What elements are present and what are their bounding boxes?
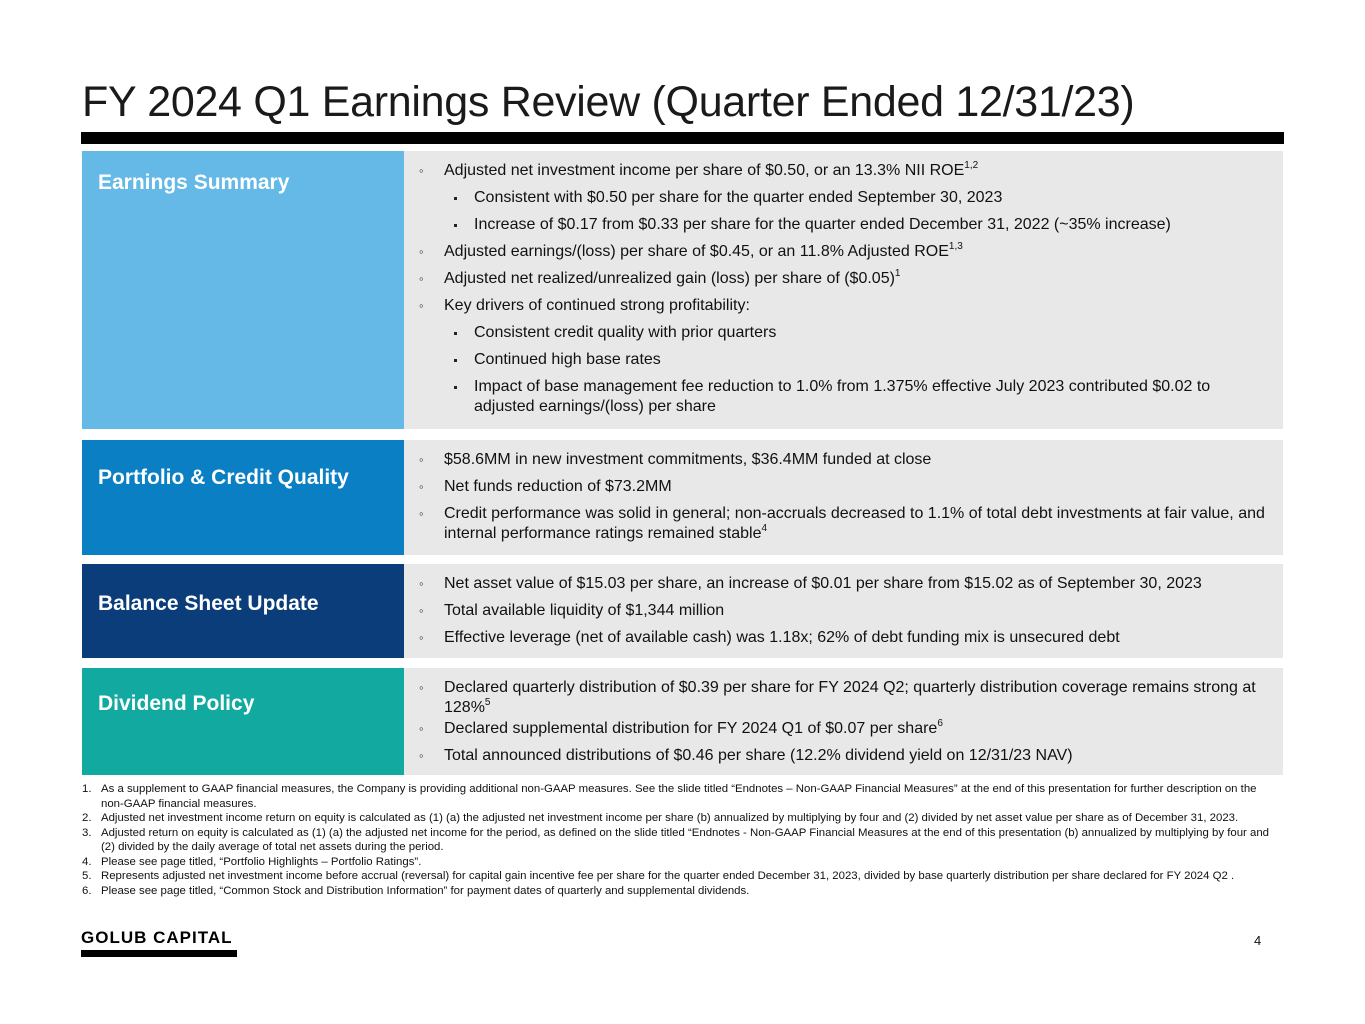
logo-underline: [81, 950, 237, 957]
sub-bullet-item: Continued high base rates: [418, 350, 1269, 370]
section-label: Earnings Summary: [98, 171, 290, 194]
bullet-item: ◦ $58.6MM in new investment commitments, $36.4MM funded at close: [418, 450, 1269, 470]
section-label-box: [82, 151, 404, 429]
section-content: [404, 564, 1283, 658]
section-label: Portfolio & Credit Quality: [98, 466, 349, 489]
bullet-item: ◦ Credit performance was solid in general; non-accruals decreased to 1.1% of total debt investments at fair value, and internal performance ratings remained stable$^4$: [418, 504, 1269, 544]
bullet-item: ◦ Declared quarterly distribution of $0.39 per share for FY 2024 Q2; quarterly distribution coverage remains strong at 128%$^5$: [418, 678, 1269, 718]
bullet-list: [418, 678, 1269, 766]
footnote: 4. Please see page titled, “Portfolio Highlights – Portfolio Ratings”.: [82, 855, 422, 868]
sub-bullet-item: Consistent with $0.50 per share for the quarter ended September 30, 2023: [418, 188, 1269, 208]
bullet-item: ◦ Net funds reduction of $73.2MM: [418, 477, 1269, 497]
footnote: 2. Adjusted net investment income return on equity is calculated as (1) (a) the adjusted net investment income per share (b) annualized by multiplying by four and (2) divided by net asset value per share as of December 31, 2023.: [82, 812, 1239, 824]
bullet-item: ◦ Effective leverage (net of available cash) was 1.18x; 62% of debt funding mix is unsecured debt: [418, 628, 1269, 648]
section-portfolio-credit-quality: [82, 440, 1283, 555]
section-dividend-policy: [82, 668, 1283, 775]
bullet-item: ◦ Adjusted earnings/(loss) per share of $0.45, or an 11.8% Adjusted ROE$^{1,3}$: [418, 242, 1269, 262]
section-content: [404, 668, 1283, 775]
page-number: 4: [1254, 933, 1262, 948]
footnote: 6. Please see page titled, “Common Stock and Distribution Information” for payment dates of quarterly and supplemental dividends.: [82, 884, 750, 897]
section-label-box: [82, 668, 404, 775]
section-balance-sheet-update: [82, 564, 1283, 658]
section-label: Dividend Policy: [98, 692, 255, 715]
bullet-list: [418, 161, 1269, 417]
footnote-ref: 1,3: [948, 241, 963, 252]
footnote: 3. Adjusted return on equity is calculated as (1) (a) the adjusted net income for the period, as defined on the slide titled “Endnotes - Non-GAAP Financial Measures at the end of this presentation (b) annualized by multiplying by four and (2) divided by the daily average of total net assets during the period.: [82, 826, 1269, 853]
bullet-item: ◦ Adjusted net investment income per share of $0.50, or an 13.3% NII ROE$^{1,2}$: [418, 161, 1269, 181]
footnote-ref: 1,2: [964, 160, 979, 171]
section-content: [404, 440, 1283, 555]
footnote: 5. Represents adjusted net investment income before accrual (reversal) for capital gain incentive fee per share for the quarter ended December 31, 2023, divided by base quarterly distribution per share declared for FY 2024 Q2 .: [82, 870, 1235, 882]
bullet-list: [418, 574, 1269, 648]
section-earnings-summary: [82, 151, 1283, 429]
footnote: 1. As a supplement to GAAP financial measures, the Company is providing additional non-GAAP measures. See the slide titled “Endnotes – Non-GAAP Financial Measures” at the end of this presentation for further description on the non-GAAP financial measures.: [82, 783, 1257, 810]
sub-bullet-item: Consistent credit quality with prior quarters: [418, 323, 1269, 343]
bullet-item: ◦ Net asset value of $15.03 per share, an increase of $0.01 per share from $15.02 as of September 30, 2023: [418, 574, 1269, 594]
section-label-box: [82, 564, 404, 658]
footnote-ref: 1: [894, 268, 901, 279]
footnote-ref: 6: [937, 718, 943, 729]
bullet-list: [418, 450, 1269, 544]
section-content: [404, 151, 1283, 429]
company-logo: GOLUB CAPITAL: [81, 928, 233, 947]
bullet-item: ◦ Declared supplemental distribution for FY 2024 Q1 of $0.07 per share$^6$: [418, 719, 1269, 739]
footnote-ref: 5: [484, 697, 491, 708]
sub-bullet-item: Increase of $0.17 from $0.33 per share for the quarter ended December 31, 2022 (~35% increase): [418, 215, 1269, 235]
title-divider: [81, 132, 1284, 144]
bullet-item: ◦ Key drivers of continued strong profitability:: [418, 296, 1269, 316]
section-label-box: [82, 440, 404, 555]
bullet-item: ◦ Total available liquidity of $1,344 million: [418, 601, 1269, 621]
footnotes: [82, 782, 1277, 898]
bullet-item: ◦ Total announced distributions of $0.46 per share (12.2% dividend yield on 12/31/23 NAV): [418, 746, 1269, 766]
page-title: FY 2024 Q1 Earnings Review (Quarter Ended 12/31/23): [82, 78, 1135, 126]
section-label: Balance Sheet Update: [98, 592, 319, 615]
sub-bullet-item: Impact of base management fee reduction to 1.0% from 1.375% effective July 2023 contributed $0.02 to adjusted earnings/(loss) per share: [418, 377, 1269, 417]
bullet-item: ◦ Adjusted net realized/unrealized gain (loss) per share of ($0.05)$^1$: [418, 269, 1269, 289]
footnote-ref: 4: [761, 523, 768, 534]
